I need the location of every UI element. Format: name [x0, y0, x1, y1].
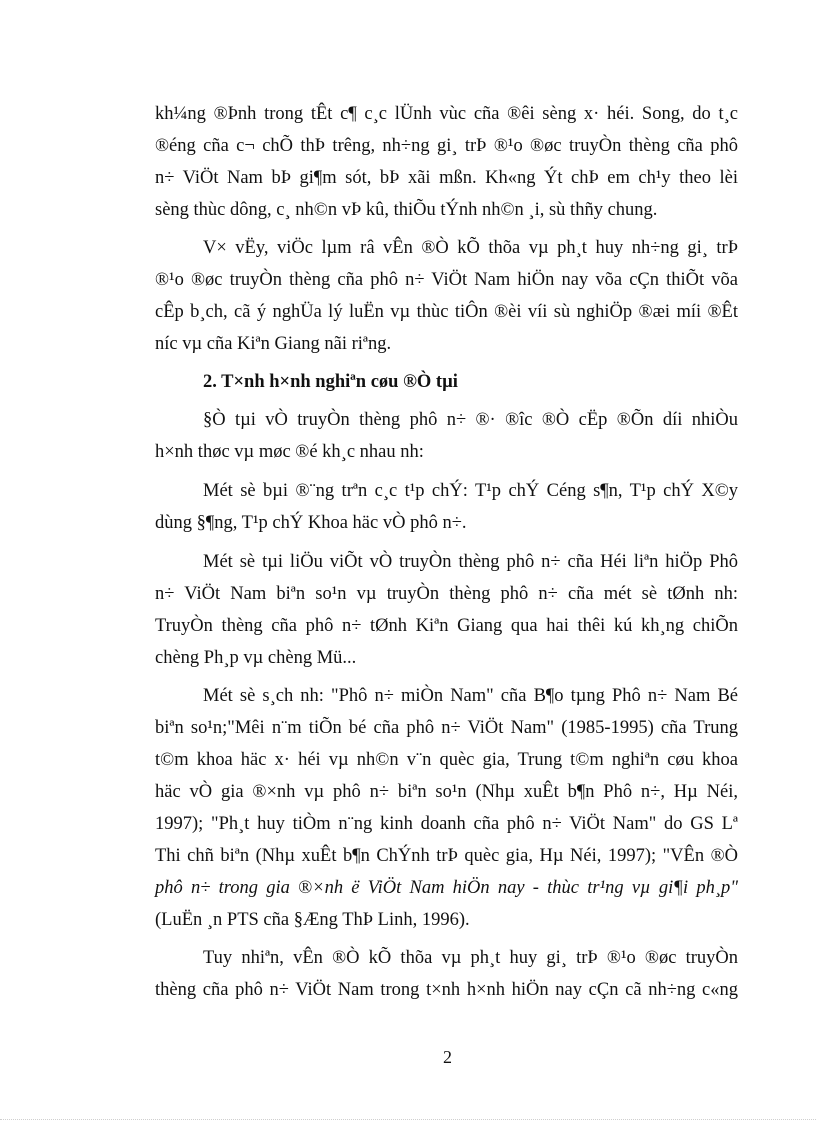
text-line: t©m khoa häc x· héi vµ nh©n v¨n quèc gia, Trung t©m nghiªn cøu khoa [155, 750, 738, 770]
page-bottom-divider [0, 1119, 816, 1120]
text-line: TruyÒn thèng cña phô n÷ tØnh Kiªn Giang qua hai thêi kú kh¸ng chiÕn [155, 616, 738, 636]
text-line: h×nh thøc vµ møc ®é kh¸c nhau nh: [155, 442, 424, 462]
text-line: häc vÒ gia ®×nh vµ phô n÷ biªn so¹n (Nhµ xuÊt b¶n Phô n÷, Hµ Néi, [155, 782, 738, 802]
text-line: 1997); "Ph¸t huy tiÒm n¨ng kinh doanh cña phô n÷ ViÖt Nam" do GS Lª [155, 814, 738, 834]
text-line: biªn so¹n;"Mêi n¨m tiÕn bé cña phô n÷ ViÖt Nam" (1985-1995) cña Trung [155, 718, 738, 738]
text-line: Mét sè tµi liÖu viÕt vÒ truyÒn thèng phô n÷ cña Héi liªn hiÖp Phô [203, 552, 738, 572]
text-line: ®éng cña c¬ chÕ thÞ trêng, nh÷ng gi¸ trÞ ®¹o ®øc truyÒn thèng cña phô [155, 136, 738, 156]
text-line: chèng Ph¸p vµ chèng Mü... [155, 648, 357, 668]
text-line: sèng thùc dông, c¸ nh©n vÞ kû, thiÕu tÝnh nh©n ¸i, sù thñy chung. [155, 200, 658, 220]
text-line: Tuy nhiªn, vÊn ®Ò kÕ thõa vµ ph¸t huy gi¸ trÞ ®¹o ®øc truyÒn [203, 948, 738, 968]
text-line: cÊp b¸ch, cã ý nghÜa lý luËn vµ thùc tiÔn ®èi víi sù nghiÖp ®æi míi ®Êt [155, 302, 738, 322]
page-number: 2 [443, 1047, 452, 1067]
text-line: §Ò tµi vÒ truyÒn thèng phô n÷ ®· ®îc ®Ò cËp ®Õn díi nhiÒu [203, 410, 738, 430]
text-line: (LuËn ¸n PTS cña §Æng ThÞ Linh, 1996). [155, 910, 470, 930]
text-line: phô n÷ trong gia ®×nh ë ViÖt Nam hiÖn nay - thùc tr¹ng vµ gi¶i ph¸p" [155, 878, 738, 898]
text-line: Thi chñ biªn (Nhµ xuÊt b¶n ChÝnh trÞ quèc gia, Hµ Néi, 1997); "VÊn ®Ò [155, 846, 738, 866]
text-line: níc vµ cña Kiªn Giang nãi riªng. [155, 334, 392, 354]
text-line: n÷ ViÖt Nam bÞ gi¶m sót, bÞ xãi mßn. Kh«ng Ýt chÞ em ch¹y theo lèi [155, 168, 738, 188]
text-line: V× vËy, viÖc lµm râ vÊn ®Ò kÕ thõa vµ ph¸t huy nh÷ng gi¸ trÞ [203, 238, 738, 258]
text-line: n÷ ViÖt Nam biªn so¹n vµ truyÒn thèng phô n÷ cña mét sè tØnh nh: [155, 584, 738, 604]
text-line: Mét sè s¸ch nh: "Phô n÷ miÒn Nam" cña B¶o tµng Phô n÷ Nam Bé [203, 686, 738, 706]
text-line: kh¼ng ®Þnh trong tÊt c¶ c¸c lÜnh vùc cña ®êi sèng x· héi. Song, do t¸c [155, 104, 738, 124]
text-line: dùng §¶ng, T¹p chÝ Khoa häc vÒ phô n÷. [155, 513, 467, 533]
section-heading: 2. T×nh h×nh nghiªn cøu ®Ò tµi [203, 372, 458, 392]
text-line: ®¹o ®øc truyÒn thèng cña phô n÷ ViÖt Nam hiÖn nay võa cÇn thiÕt võa [155, 270, 738, 290]
text-line: thèng cña phô n÷ ViÖt Nam trong t×nh h×nh hiÖn nay cÇn cã nh÷ng c«ng [155, 980, 738, 1000]
text-line: Mét sè bµi ®¨ng trªn c¸c t¹p chÝ: T¹p chÝ Céng s¶n, T¹p chÝ X©y [203, 481, 738, 501]
